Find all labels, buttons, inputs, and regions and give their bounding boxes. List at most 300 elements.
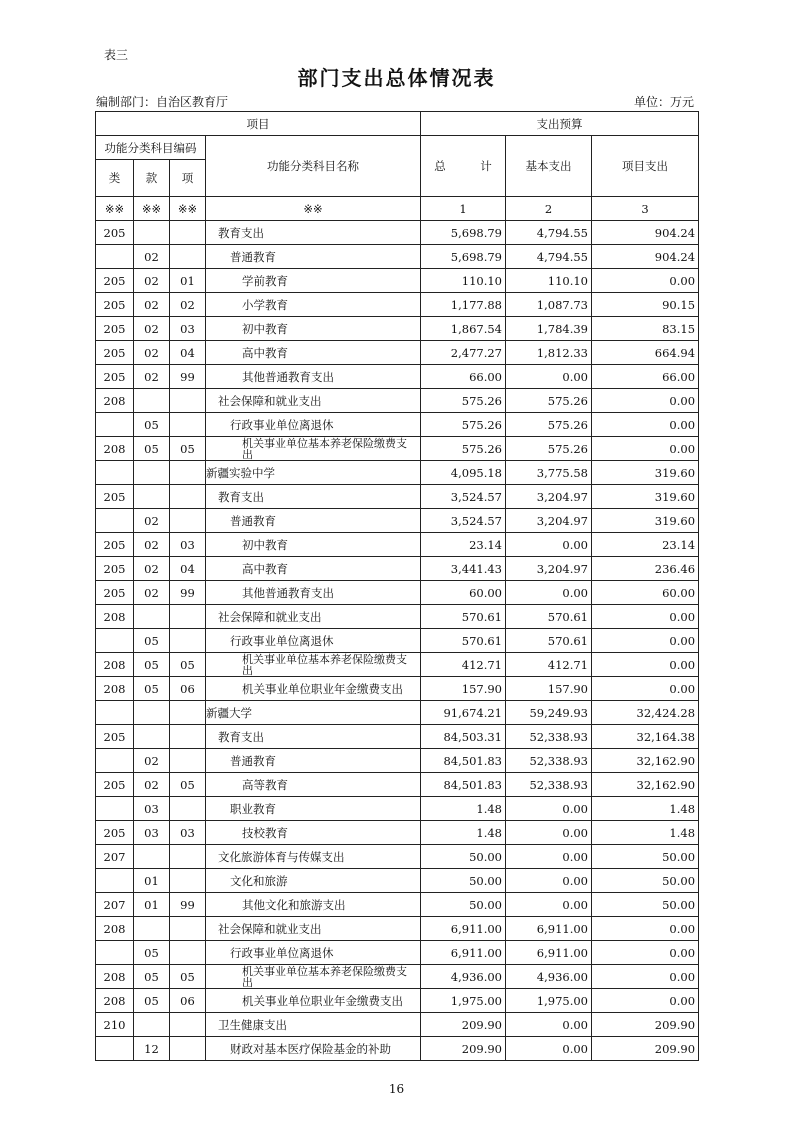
code-kuan: 02 xyxy=(134,317,170,341)
project-value: 50.00 xyxy=(592,845,699,869)
code-xiang: 04 xyxy=(170,341,206,365)
table-row xyxy=(96,221,699,245)
total-value: 50.00 xyxy=(421,893,506,917)
project-value: 0.00 xyxy=(592,413,699,437)
code-lei: 208 xyxy=(96,965,134,989)
item-name: 机关事业单位基本养老保险缴费支出 xyxy=(206,965,421,989)
item-name: 其他普通教育支出 xyxy=(206,365,421,389)
code-kuan: 02 xyxy=(134,509,170,533)
item-name: 初中教育 xyxy=(206,317,421,341)
code-xiang xyxy=(170,845,206,869)
project-value: 0.00 xyxy=(592,989,699,1013)
code-lei: 205 xyxy=(96,533,134,557)
code-kuan: 02 xyxy=(134,533,170,557)
code-xiang: 06 xyxy=(170,677,206,701)
code-kuan: 02 xyxy=(134,749,170,773)
code-xiang xyxy=(170,629,206,653)
project-value: 0.00 xyxy=(592,653,699,677)
item-name: 教育支出 xyxy=(206,485,421,509)
table-row xyxy=(96,749,699,773)
code-lei: 205 xyxy=(96,317,134,341)
code-kuan: 03 xyxy=(134,797,170,821)
header-code-group: 功能分类科目编码 xyxy=(96,136,206,160)
mark-cell: 2 xyxy=(506,197,592,221)
basic-value: 0.00 xyxy=(506,365,592,389)
code-kuan: 05 xyxy=(134,989,170,1013)
total-value: 91,674.21 xyxy=(421,701,506,725)
project-value: 32,162.90 xyxy=(592,773,699,797)
code-kuan: 05 xyxy=(134,677,170,701)
table-row xyxy=(96,437,699,461)
code-lei xyxy=(96,245,134,269)
basic-value: 52,338.93 xyxy=(506,749,592,773)
item-name: 高等教育 xyxy=(206,773,421,797)
code-xiang xyxy=(170,701,206,725)
code-xiang: 03 xyxy=(170,533,206,557)
code-xiang xyxy=(170,917,206,941)
header-row-1 xyxy=(96,112,699,136)
basic-value: 0.00 xyxy=(506,893,592,917)
basic-value: 59,249.93 xyxy=(506,701,592,725)
total-value: 575.26 xyxy=(421,437,506,461)
code-lei: 205 xyxy=(96,485,134,509)
item-name: 其他文化和旅游支出 xyxy=(206,893,421,917)
page-number: 16 xyxy=(388,1082,405,1096)
project-value: 83.15 xyxy=(592,317,699,341)
table-row xyxy=(96,629,699,653)
total-value: 1,177.88 xyxy=(421,293,506,317)
project-value: 0.00 xyxy=(592,941,699,965)
code-xiang: 03 xyxy=(170,317,206,341)
code-xiang xyxy=(170,725,206,749)
expenditure-table xyxy=(95,111,699,1061)
project-value: 0.00 xyxy=(592,389,699,413)
code-kuan xyxy=(134,845,170,869)
code-kuan xyxy=(134,221,170,245)
total-value: 570.61 xyxy=(421,605,506,629)
total-value: 209.90 xyxy=(421,1013,506,1037)
header-basic: 基本支出 xyxy=(506,136,592,197)
total-value: 157.90 xyxy=(421,677,506,701)
code-lei: 207 xyxy=(96,845,134,869)
code-lei: 205 xyxy=(96,581,134,605)
code-xiang: 04 xyxy=(170,557,206,581)
total-value: 1.48 xyxy=(421,797,506,821)
total-value: 570.61 xyxy=(421,629,506,653)
item-name: 职业教育 xyxy=(206,797,421,821)
code-kuan: 03 xyxy=(134,821,170,845)
item-name: 普通教育 xyxy=(206,245,421,269)
table-row xyxy=(96,485,699,509)
basic-value: 570.61 xyxy=(506,605,592,629)
header-budget: 支出预算 xyxy=(421,112,699,136)
code-kuan xyxy=(134,1013,170,1037)
basic-value: 3,204.97 xyxy=(506,557,592,581)
total-value: 50.00 xyxy=(421,845,506,869)
table-row xyxy=(96,965,699,989)
project-value: 23.14 xyxy=(592,533,699,557)
table-row xyxy=(96,341,699,365)
item-name: 初中教育 xyxy=(206,533,421,557)
code-kuan: 02 xyxy=(134,245,170,269)
code-lei xyxy=(96,509,134,533)
table-row xyxy=(96,821,699,845)
code-kuan: 02 xyxy=(134,557,170,581)
table-row xyxy=(96,581,699,605)
code-xiang xyxy=(170,389,206,413)
item-name: 行政事业单位离退休 xyxy=(206,413,421,437)
code-xiang: 05 xyxy=(170,773,206,797)
code-lei: 207 xyxy=(96,893,134,917)
table-row xyxy=(96,653,699,677)
code-lei xyxy=(96,413,134,437)
project-value: 209.90 xyxy=(592,1013,699,1037)
code-xiang xyxy=(170,1037,206,1061)
code-xiang: 05 xyxy=(170,437,206,461)
table-row xyxy=(96,245,699,269)
code-kuan xyxy=(134,605,170,629)
total-value: 5,698.79 xyxy=(421,245,506,269)
basic-value: 0.00 xyxy=(506,869,592,893)
code-lei: 205 xyxy=(96,557,134,581)
mark-cell: 3 xyxy=(592,197,699,221)
basic-value: 0.00 xyxy=(506,797,592,821)
item-name: 文化和旅游 xyxy=(206,869,421,893)
project-value: 209.90 xyxy=(592,1037,699,1061)
project-value: 904.24 xyxy=(592,221,699,245)
code-lei: 208 xyxy=(96,437,134,461)
item-name: 新疆实验中学 xyxy=(206,461,421,485)
table-row xyxy=(96,269,699,293)
project-value: 319.60 xyxy=(592,461,699,485)
code-xiang xyxy=(170,509,206,533)
code-kuan xyxy=(134,389,170,413)
table-row xyxy=(96,701,699,725)
basic-value: 575.26 xyxy=(506,413,592,437)
total-value: 1.48 xyxy=(421,821,506,845)
code-xiang xyxy=(170,461,206,485)
item-name: 教育支出 xyxy=(206,221,421,245)
code-kuan xyxy=(134,485,170,509)
code-xiang: 06 xyxy=(170,989,206,1013)
item-name: 教育支出 xyxy=(206,725,421,749)
table-row xyxy=(96,365,699,389)
code-xiang: 05 xyxy=(170,653,206,677)
total-value: 412.71 xyxy=(421,653,506,677)
total-value: 66.00 xyxy=(421,365,506,389)
basic-value: 575.26 xyxy=(506,437,592,461)
code-lei xyxy=(96,869,134,893)
item-name: 社会保障和就业支出 xyxy=(206,605,421,629)
basic-value: 157.90 xyxy=(506,677,592,701)
code-lei xyxy=(96,701,134,725)
code-kuan: 05 xyxy=(134,629,170,653)
item-name: 新疆大学 xyxy=(206,701,421,725)
code-lei: 205 xyxy=(96,773,134,797)
basic-value: 3,204.97 xyxy=(506,509,592,533)
code-xiang xyxy=(170,1013,206,1037)
basic-value: 412.71 xyxy=(506,653,592,677)
basic-value: 4,794.55 xyxy=(506,245,592,269)
total-value: 575.26 xyxy=(421,389,506,413)
item-name: 行政事业单位离退休 xyxy=(206,941,421,965)
basic-value: 0.00 xyxy=(506,533,592,557)
table-row xyxy=(96,869,699,893)
code-kuan: 02 xyxy=(134,365,170,389)
item-name: 财政对基本医疗保险基金的补助 xyxy=(206,1037,421,1061)
department-label: 编制部门：自治区教育厅 xyxy=(96,95,229,109)
header-lei: 类 xyxy=(96,160,134,197)
table-row xyxy=(96,677,699,701)
mark-cell: ※※ xyxy=(96,197,134,221)
code-xiang xyxy=(170,869,206,893)
code-kuan: 02 xyxy=(134,773,170,797)
total-value: 110.10 xyxy=(421,269,506,293)
table-number-label: 表三 xyxy=(104,48,129,62)
project-value: 32,162.90 xyxy=(592,749,699,773)
total-value: 84,501.83 xyxy=(421,749,506,773)
basic-value: 570.61 xyxy=(506,629,592,653)
item-name: 学前教育 xyxy=(206,269,421,293)
code-kuan: 02 xyxy=(134,341,170,365)
total-value: 4,095.18 xyxy=(421,461,506,485)
mark-cell: ※※ xyxy=(134,197,170,221)
code-xiang xyxy=(170,605,206,629)
total-value: 1,975.00 xyxy=(421,989,506,1013)
table-row xyxy=(96,317,699,341)
basic-value: 575.26 xyxy=(506,389,592,413)
code-xiang xyxy=(170,749,206,773)
code-lei: 210 xyxy=(96,1013,134,1037)
table-row xyxy=(96,893,699,917)
basic-value: 6,911.00 xyxy=(506,941,592,965)
basic-value: 0.00 xyxy=(506,581,592,605)
item-name: 其他普通教育支出 xyxy=(206,581,421,605)
project-value: 0.00 xyxy=(592,917,699,941)
unit-label: 单位：万元 xyxy=(634,95,695,109)
item-name: 普通教育 xyxy=(206,509,421,533)
project-value: 32,164.38 xyxy=(592,725,699,749)
project-value: 0.00 xyxy=(592,965,699,989)
code-xiang xyxy=(170,413,206,437)
code-kuan: 01 xyxy=(134,893,170,917)
code-lei: 205 xyxy=(96,293,134,317)
table-row xyxy=(96,557,699,581)
code-lei: 205 xyxy=(96,365,134,389)
code-kuan: 05 xyxy=(134,413,170,437)
total-value: 4,936.00 xyxy=(421,965,506,989)
table-row xyxy=(96,725,699,749)
item-name: 行政事业单位离退休 xyxy=(206,629,421,653)
project-value: 0.00 xyxy=(592,629,699,653)
item-name: 文化旅游体育与传媒支出 xyxy=(206,845,421,869)
code-kuan: 05 xyxy=(134,941,170,965)
basic-value: 3,775.58 xyxy=(506,461,592,485)
code-kuan xyxy=(134,917,170,941)
code-xiang xyxy=(170,797,206,821)
project-value: 66.00 xyxy=(592,365,699,389)
code-xiang: 02 xyxy=(170,293,206,317)
header-xiang: 项 xyxy=(170,160,206,197)
header-name: 功能分类科目名称 xyxy=(206,136,421,197)
mark-cell: ※※ xyxy=(170,197,206,221)
basic-value: 52,338.93 xyxy=(506,725,592,749)
page-title: 部门支出总体情况表 xyxy=(297,66,496,90)
project-value: 60.00 xyxy=(592,581,699,605)
table-row xyxy=(96,413,699,437)
code-kuan: 01 xyxy=(134,869,170,893)
header-row-2 xyxy=(96,136,699,160)
project-value: 664.94 xyxy=(592,341,699,365)
item-name: 高中教育 xyxy=(206,341,421,365)
total-value: 23.14 xyxy=(421,533,506,557)
code-xiang xyxy=(170,941,206,965)
code-lei: 208 xyxy=(96,653,134,677)
total-value: 5,698.79 xyxy=(421,221,506,245)
project-value: 904.24 xyxy=(592,245,699,269)
code-xiang: 05 xyxy=(170,965,206,989)
project-value: 0.00 xyxy=(592,437,699,461)
code-xiang xyxy=(170,485,206,509)
total-value: 3,524.57 xyxy=(421,509,506,533)
table-row xyxy=(96,941,699,965)
code-kuan: 05 xyxy=(134,965,170,989)
table-row xyxy=(96,509,699,533)
project-value: 319.60 xyxy=(592,485,699,509)
header-marks-row xyxy=(96,197,699,221)
table-row xyxy=(96,797,699,821)
item-name: 卫生健康支出 xyxy=(206,1013,421,1037)
item-name: 机关事业单位基本养老保险缴费支出 xyxy=(206,653,421,677)
project-value: 32,424.28 xyxy=(592,701,699,725)
item-name: 小学教育 xyxy=(206,293,421,317)
code-kuan xyxy=(134,701,170,725)
item-name: 机关事业单位职业年金缴费支出 xyxy=(206,989,421,1013)
code-lei: 205 xyxy=(96,221,134,245)
item-name: 高中教育 xyxy=(206,557,421,581)
code-xiang xyxy=(170,221,206,245)
code-kuan xyxy=(134,461,170,485)
basic-value: 0.00 xyxy=(506,845,592,869)
table-row xyxy=(96,1037,699,1061)
table-row xyxy=(96,845,699,869)
code-xiang: 01 xyxy=(170,269,206,293)
total-value: 3,524.57 xyxy=(421,485,506,509)
project-value: 50.00 xyxy=(592,893,699,917)
header-project-exp: 项目支出 xyxy=(592,136,699,197)
basic-value: 1,975.00 xyxy=(506,989,592,1013)
code-lei xyxy=(96,941,134,965)
project-value: 90.15 xyxy=(592,293,699,317)
table-row xyxy=(96,293,699,317)
table-row xyxy=(96,605,699,629)
code-lei: 208 xyxy=(96,389,134,413)
header-total: 总 计 xyxy=(421,136,506,197)
total-value: 2,477.27 xyxy=(421,341,506,365)
table-row xyxy=(96,389,699,413)
code-lei: 208 xyxy=(96,605,134,629)
item-name: 机关事业单位基本养老保险缴费支出 xyxy=(206,437,421,461)
basic-value: 0.00 xyxy=(506,1037,592,1061)
code-lei: 205 xyxy=(96,821,134,845)
table-row xyxy=(96,917,699,941)
basic-value: 4,936.00 xyxy=(506,965,592,989)
project-value: 0.00 xyxy=(592,605,699,629)
basic-value: 52,338.93 xyxy=(506,773,592,797)
header-kuan: 款 xyxy=(134,160,170,197)
basic-value: 4,794.55 xyxy=(506,221,592,245)
code-lei xyxy=(96,749,134,773)
code-lei: 208 xyxy=(96,989,134,1013)
table-row xyxy=(96,773,699,797)
project-value: 0.00 xyxy=(592,677,699,701)
code-lei: 205 xyxy=(96,269,134,293)
basic-value: 1,087.73 xyxy=(506,293,592,317)
code-xiang: 99 xyxy=(170,581,206,605)
project-value: 319.60 xyxy=(592,509,699,533)
basic-value: 110.10 xyxy=(506,269,592,293)
basic-value: 1,784.39 xyxy=(506,317,592,341)
table-row xyxy=(96,533,699,557)
basic-value: 0.00 xyxy=(506,821,592,845)
project-value: 0.00 xyxy=(592,269,699,293)
code-lei xyxy=(96,461,134,485)
code-kuan: 05 xyxy=(134,437,170,461)
code-kuan: 02 xyxy=(134,581,170,605)
code-kuan: 02 xyxy=(134,293,170,317)
project-value: 50.00 xyxy=(592,869,699,893)
code-kuan xyxy=(134,725,170,749)
table-row xyxy=(96,989,699,1013)
code-lei xyxy=(96,1037,134,1061)
project-value: 1.48 xyxy=(592,821,699,845)
mark-cell: 1 xyxy=(421,197,506,221)
code-kuan: 02 xyxy=(134,269,170,293)
total-value: 209.90 xyxy=(421,1037,506,1061)
code-kuan: 05 xyxy=(134,653,170,677)
total-value: 575.26 xyxy=(421,413,506,437)
code-lei xyxy=(96,797,134,821)
code-lei: 205 xyxy=(96,725,134,749)
table-row xyxy=(96,1013,699,1037)
total-value: 84,503.31 xyxy=(421,725,506,749)
item-name: 社会保障和就业支出 xyxy=(206,917,421,941)
header-project: 项目 xyxy=(96,112,421,136)
code-xiang xyxy=(170,245,206,269)
code-lei xyxy=(96,629,134,653)
project-value: 1.48 xyxy=(592,797,699,821)
code-xiang: 03 xyxy=(170,821,206,845)
item-name: 技校教育 xyxy=(206,821,421,845)
total-value: 50.00 xyxy=(421,869,506,893)
basic-value: 3,204.97 xyxy=(506,485,592,509)
total-value: 60.00 xyxy=(421,581,506,605)
total-value: 6,911.00 xyxy=(421,941,506,965)
mark-cell: ※※ xyxy=(206,197,421,221)
code-xiang: 99 xyxy=(170,893,206,917)
project-value: 236.46 xyxy=(592,557,699,581)
basic-value: 6,911.00 xyxy=(506,917,592,941)
code-kuan: 12 xyxy=(134,1037,170,1061)
total-value: 1,867.54 xyxy=(421,317,506,341)
code-lei: 208 xyxy=(96,917,134,941)
table-row xyxy=(96,461,699,485)
item-name: 普通教育 xyxy=(206,749,421,773)
total-value: 3,441.43 xyxy=(421,557,506,581)
total-value: 6,911.00 xyxy=(421,917,506,941)
code-lei: 208 xyxy=(96,677,134,701)
basic-value: 1,812.33 xyxy=(506,341,592,365)
